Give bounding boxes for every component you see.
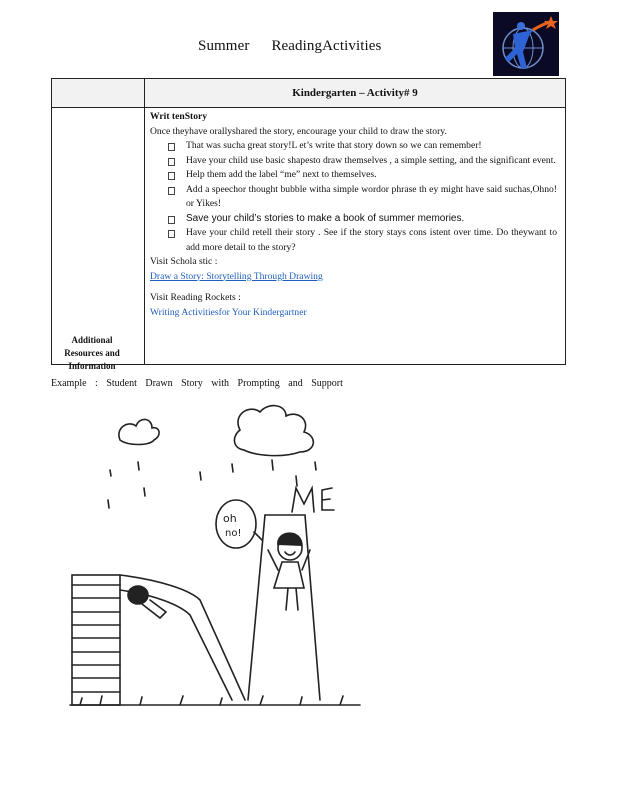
list-item: Save your child’s stories to make a book of summer memories. bbox=[162, 212, 557, 227]
title-summer: Summer bbox=[198, 38, 250, 54]
visit-scholastic-label: Visit Schola stic : bbox=[150, 256, 218, 267]
activity-table bbox=[51, 78, 566, 371]
cloud-left bbox=[119, 419, 159, 444]
section-title: Writ tenStory bbox=[150, 111, 208, 122]
intro-text: Once theyhave orallyshared the story, encourage your child to draw the story. bbox=[150, 125, 447, 137]
cloud-right bbox=[234, 406, 313, 456]
list-item: Have your child retell their story . See if the story stays cons istent over time. Do theywant to add more detail to the story? bbox=[162, 226, 557, 255]
activity-content bbox=[145, 108, 566, 365]
svg-text:oh: oh bbox=[223, 512, 237, 525]
list-item: Help them add the label “me” next to themselves. bbox=[162, 168, 557, 183]
list-item: That was sucha great story!L et’s write that story down so we can remember! bbox=[162, 139, 557, 154]
student-drawing bbox=[60, 400, 370, 715]
reading-figure-logo bbox=[493, 12, 559, 76]
title-reading-activities: ReadingActivities bbox=[271, 38, 382, 54]
svg-text:no!: no! bbox=[225, 528, 242, 539]
header-blank-cell bbox=[52, 79, 145, 108]
additional-resources-label: Additional Resources and Information bbox=[64, 335, 120, 371]
scholastic-link[interactable]: Draw a Story: Storytelling Through Drawing bbox=[150, 270, 323, 282]
side-label-cell bbox=[52, 108, 145, 371]
example-caption: Example : Student Drawn Story with Prompting and Support bbox=[51, 378, 343, 389]
reading-rockets-link[interactable]: Writing Activitiesfor Your Kindergartner bbox=[150, 306, 307, 318]
list-item: Have your child use basic shapesto draw themselves , a simple setting, and the significant event. bbox=[162, 154, 557, 169]
activity-heading: Kindergarten – Activity# 9 bbox=[145, 79, 566, 108]
tips-list bbox=[150, 139, 557, 255]
me-label bbox=[292, 488, 334, 512]
page-title bbox=[198, 38, 403, 55]
visit-reading-rockets-label: Visit Reading Rockets : bbox=[150, 292, 241, 303]
list-item: Add a speechor thought bubble witha simple wordor phrase th ey might have said suchas,Ohno! or Yikes! bbox=[162, 183, 557, 212]
